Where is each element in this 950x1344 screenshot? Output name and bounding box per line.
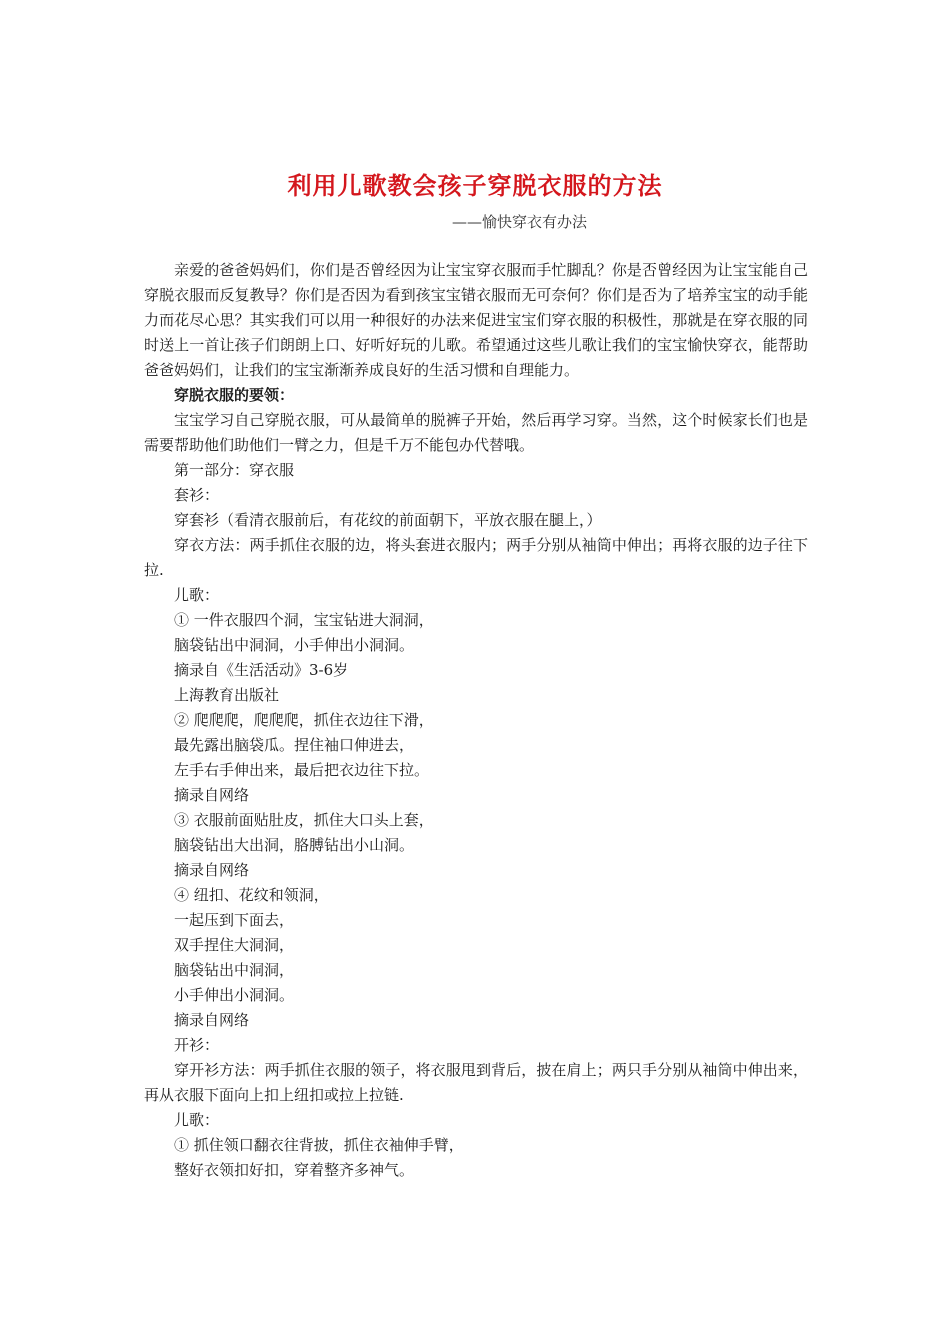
- paragraph: 摘录自网络: [174, 1011, 250, 1029]
- paragraph: 儿歌：: [174, 1111, 220, 1129]
- paragraph: 上海教育出版社: [174, 686, 280, 704]
- paragraph: 左手右手伸出来，最后把衣边往下拉。: [174, 761, 430, 779]
- paragraph: 摘录自网络: [174, 861, 250, 879]
- paragraph: 穿套衫（看清衣服前后，有花纹的前面朝下，平放衣服在腿上，）: [174, 511, 602, 529]
- paragraph: ④ 纽扣、花纹和领洞，: [174, 886, 329, 904]
- paragraph: 双手捏住大洞洞，: [174, 936, 295, 954]
- paragraph: 穿衣方法：两手抓住衣服的边，将头套进衣服内；两手分别从袖筒中伸出；再将衣服的边子往下拉.: [144, 536, 808, 579]
- document-body: [144, 258, 808, 1183]
- paragraph: 脑袋钻出中洞洞，小手伸出小洞洞。: [174, 636, 415, 654]
- paragraph: 最先露出脑袋瓜。捏住袖口伸进去，: [174, 736, 415, 754]
- paragraph: 宝宝学习自己穿脱衣服，可从最简单的脱裤子开始，然后再学习穿。当然，这个时候家长们也是需要帮助他们助他们一臂之力，但是千万不能包办代替哦。: [144, 411, 808, 454]
- paragraph: 开衫：: [174, 1036, 220, 1054]
- paragraph: ② 爬爬爬，爬爬爬，抓住衣边往下滑，: [174, 711, 434, 729]
- paragraph: 儿歌：: [174, 586, 220, 604]
- paragraph: 小手伸出小洞洞。: [174, 986, 295, 1004]
- paragraph: 摘录自《生活活动》3-6岁: [174, 661, 349, 679]
- paragraph: ① 抓住领口翻衣往背披，抓住衣袖伸手臂，: [174, 1136, 464, 1154]
- page-title: 利用儿歌教会孩子穿脱衣服的方法: [287, 171, 663, 200]
- paragraph: 脑袋钻出中洞洞，: [174, 961, 295, 979]
- paragraph: 套衫：: [174, 486, 220, 504]
- paragraph: 整好衣领扣好扣，穿着整齐多神气。: [174, 1161, 415, 1179]
- paragraph: 一起压到下面去，: [174, 911, 295, 929]
- paragraph: ③ 衣服前面贴肚皮，抓住大口头上套，: [174, 811, 434, 829]
- paragraph: 穿开衫方法：两手抓住衣服的领子，将衣服甩到背后，披在肩上；两只手分别从袖筒中伸出来，再从衣服下面向上扣上纽扣或拉上拉链.: [144, 1061, 808, 1104]
- paragraph: 脑袋钻出大出洞，胳膊钻出小山洞。: [174, 836, 415, 854]
- paragraph: 第一部分：穿衣服: [174, 461, 295, 479]
- paragraph: 亲爱的爸爸妈妈们，你们是否曾经因为让宝宝穿衣服而手忙脚乱？你是否曾经因为让宝宝能自己穿脱衣服而反复教导？你们是否因为看到孩宝宝错衣服而无可奈何？你们是否为了培养宝宝的动手能力而花尽心思？其实我们可以用一种很好的办法来促进宝宝们穿衣服的积极性，那就是在穿衣服的同时送上一首让孩子们朗朗上口、好听好玩的儿歌。希望通过这些儿歌让我们的宝宝愉快穿衣，能帮助爸爸妈妈们，让我们的宝宝渐渐养成良好的生活习惯和自理能力。: [144, 261, 808, 379]
- section-heading: 穿脱衣服的要领：: [174, 386, 295, 404]
- paragraph: 摘录自网络: [174, 786, 250, 804]
- paragraph: ① 一件衣服四个洞，宝宝钻进大洞洞，: [174, 611, 434, 629]
- page-subtitle: ——愉快穿衣有办法: [452, 213, 588, 231]
